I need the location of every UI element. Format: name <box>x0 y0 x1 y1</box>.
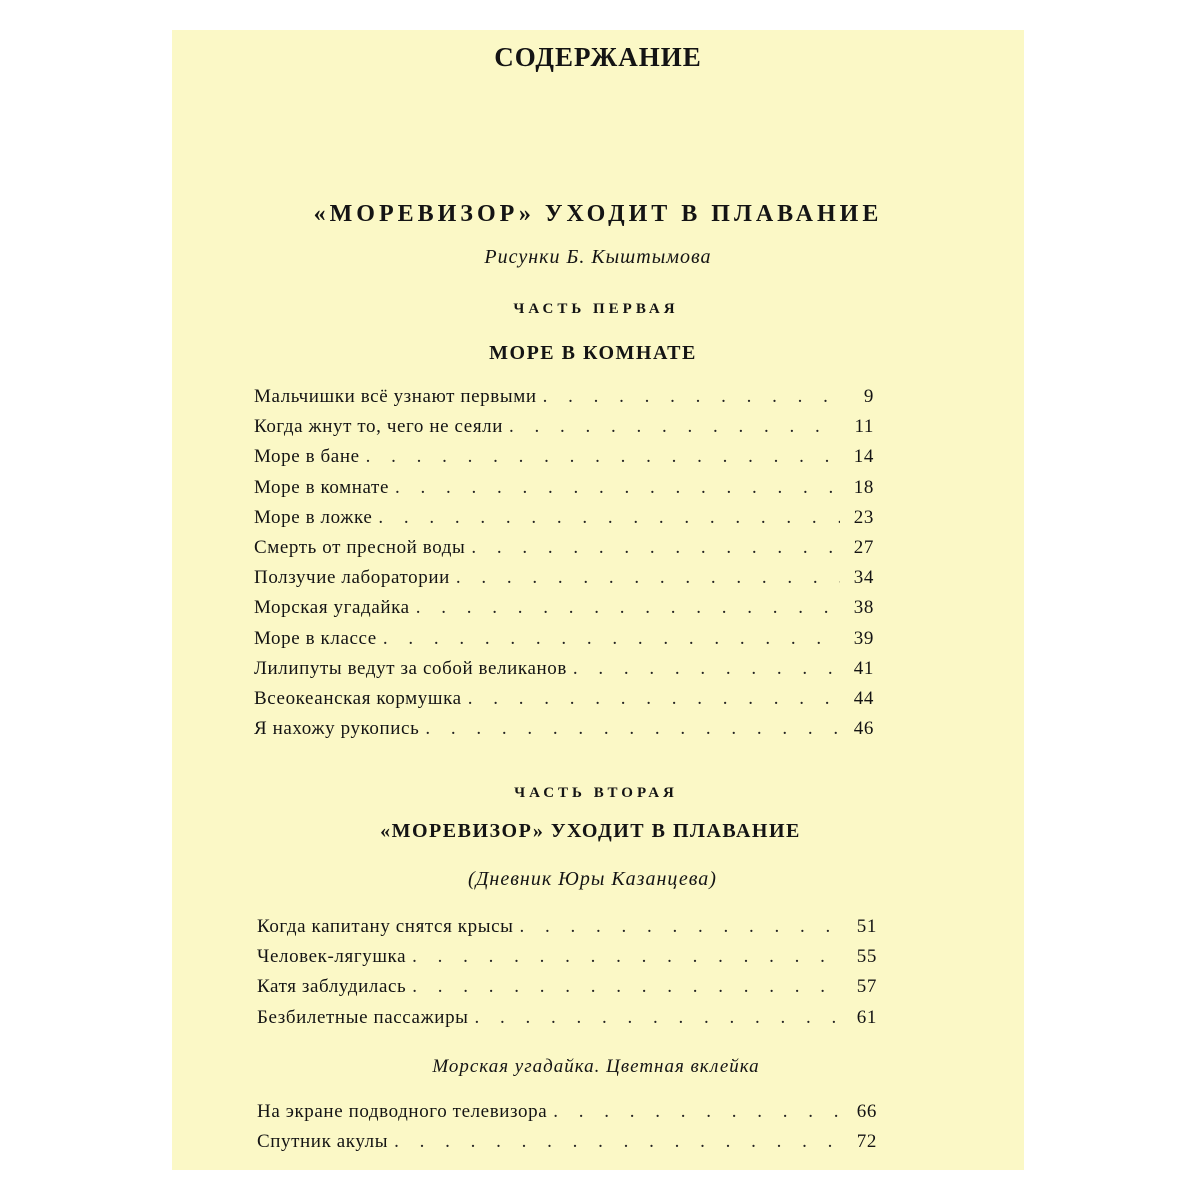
dot-leader <box>412 976 843 998</box>
toc-entry-title: Человек-лягушка <box>257 946 407 968</box>
toc-entry <box>254 537 874 567</box>
dot-leader <box>509 416 840 438</box>
toc-entry-page: 9 <box>863 386 874 407</box>
dot-leader <box>553 1101 843 1123</box>
dot-leader <box>395 477 840 499</box>
part2-contents-continued <box>257 1101 877 1161</box>
toc-entry-title: Безбилетные пассажиры <box>257 1006 469 1028</box>
part2-title: «МОРЕВИЗОР» УХОДИТ В ПЛАВАНИЕ <box>380 820 801 842</box>
dot-leader <box>543 386 840 408</box>
toc-entry <box>254 718 874 748</box>
illustrator-credit: Рисунки Б. Кыштымова <box>484 246 712 268</box>
toc-entry-title: Я нахожу рукопись <box>254 718 420 740</box>
toc-entry-title: Море в комнате <box>254 476 389 498</box>
toc-entry <box>257 976 877 1006</box>
part1-title: МОРЕ В КОМНАТЕ <box>489 342 697 364</box>
toc-entry-page: 72 <box>856 1131 877 1153</box>
toc-entry <box>254 507 874 537</box>
toc-entry <box>257 946 877 976</box>
toc-entry-title: Всеокеанская кормушка <box>254 687 462 709</box>
part2-contents <box>257 916 877 1037</box>
toc-entry-page: 34 <box>853 567 874 589</box>
dot-leader <box>471 537 840 559</box>
toc-entry-title: Морская угадайка <box>254 597 410 619</box>
book-page <box>172 30 1024 1170</box>
toc-entry <box>257 1101 877 1131</box>
toc-entry-title: На экране подводного телевизора <box>257 1101 548 1122</box>
toc-entry <box>257 916 877 946</box>
dot-leader <box>394 1131 843 1153</box>
dot-leader <box>468 688 840 710</box>
toc-entry-page: 27 <box>853 536 874 558</box>
toc-entry-title: Мальчишки всё узнают первыми <box>254 386 537 407</box>
toc-entry-page: 61 <box>856 1006 877 1028</box>
dot-leader <box>383 628 840 650</box>
book-title: «МОРЕВИЗОР» УХОДИТ В ПЛАВАНИЕ <box>313 201 883 227</box>
dot-leader <box>519 916 843 938</box>
toc-entry-page: 57 <box>856 976 877 998</box>
page-title: СОДЕРЖАНИЕ <box>494 42 702 72</box>
toc-entry <box>254 658 874 688</box>
part1-label: ЧАСТЬ ПЕРВАЯ <box>513 301 679 317</box>
toc-entry-page: 38 <box>853 597 874 619</box>
dot-leader <box>378 507 840 529</box>
toc-entry-title: Лилипуты ведут за собой великанов <box>254 657 567 679</box>
toc-entry-page: 66 <box>856 1101 877 1122</box>
toc-entry <box>254 386 874 416</box>
toc-entry-title: Когда жнут то, чего не сеяли <box>254 416 504 438</box>
dot-leader <box>573 658 840 680</box>
toc-entry <box>254 416 874 446</box>
part2-label: ЧАСТЬ ВТОРАЯ <box>514 785 678 801</box>
toc-entry-page: 14 <box>853 446 874 468</box>
toc-entry-page: 44 <box>853 687 874 709</box>
toc-entry <box>257 1131 877 1161</box>
toc-entry <box>254 446 874 476</box>
toc-entry-title: Ползучие лаборатории <box>254 567 450 589</box>
toc-entry-title: Море в ложке <box>254 506 373 528</box>
toc-entry-page: 41 <box>853 657 874 679</box>
toc-entry-title: Когда капитану снятся крысы <box>257 916 514 937</box>
toc-entry-title: Море в бане <box>254 446 360 468</box>
toc-entry-page: 51 <box>856 916 877 937</box>
part1-contents <box>254 386 874 748</box>
dot-leader <box>412 946 843 968</box>
color-insert-note: Морская угадайка. Цветная вклейка <box>432 1056 760 1077</box>
toc-entry-page: 11 <box>854 416 874 438</box>
toc-entry <box>254 628 874 658</box>
toc-entry-page: 18 <box>853 476 874 498</box>
dot-leader <box>456 567 840 589</box>
toc-entry-page: 39 <box>853 627 874 649</box>
toc-entry <box>254 567 874 597</box>
dot-leader <box>366 446 840 468</box>
toc-entry-page: 46 <box>853 718 874 740</box>
part2-subtitle: (Дневник Юры Казанцева) <box>468 868 717 890</box>
toc-entry <box>254 597 874 627</box>
toc-entry <box>254 477 874 507</box>
dot-leader <box>425 718 840 740</box>
toc-entry-title: Смерть от пресной воды <box>254 536 466 558</box>
toc-entry <box>254 688 874 718</box>
toc-entry-page: 23 <box>853 506 874 528</box>
toc-entry-page: 55 <box>856 946 877 968</box>
toc-entry <box>257 1007 877 1037</box>
toc-entry-title: Катя заблудилась <box>257 976 407 998</box>
dot-leader <box>475 1007 843 1029</box>
toc-entry-title: Спутник акулы <box>257 1131 389 1153</box>
toc-entry-title: Море в классе <box>254 627 377 649</box>
dot-leader <box>416 597 840 619</box>
